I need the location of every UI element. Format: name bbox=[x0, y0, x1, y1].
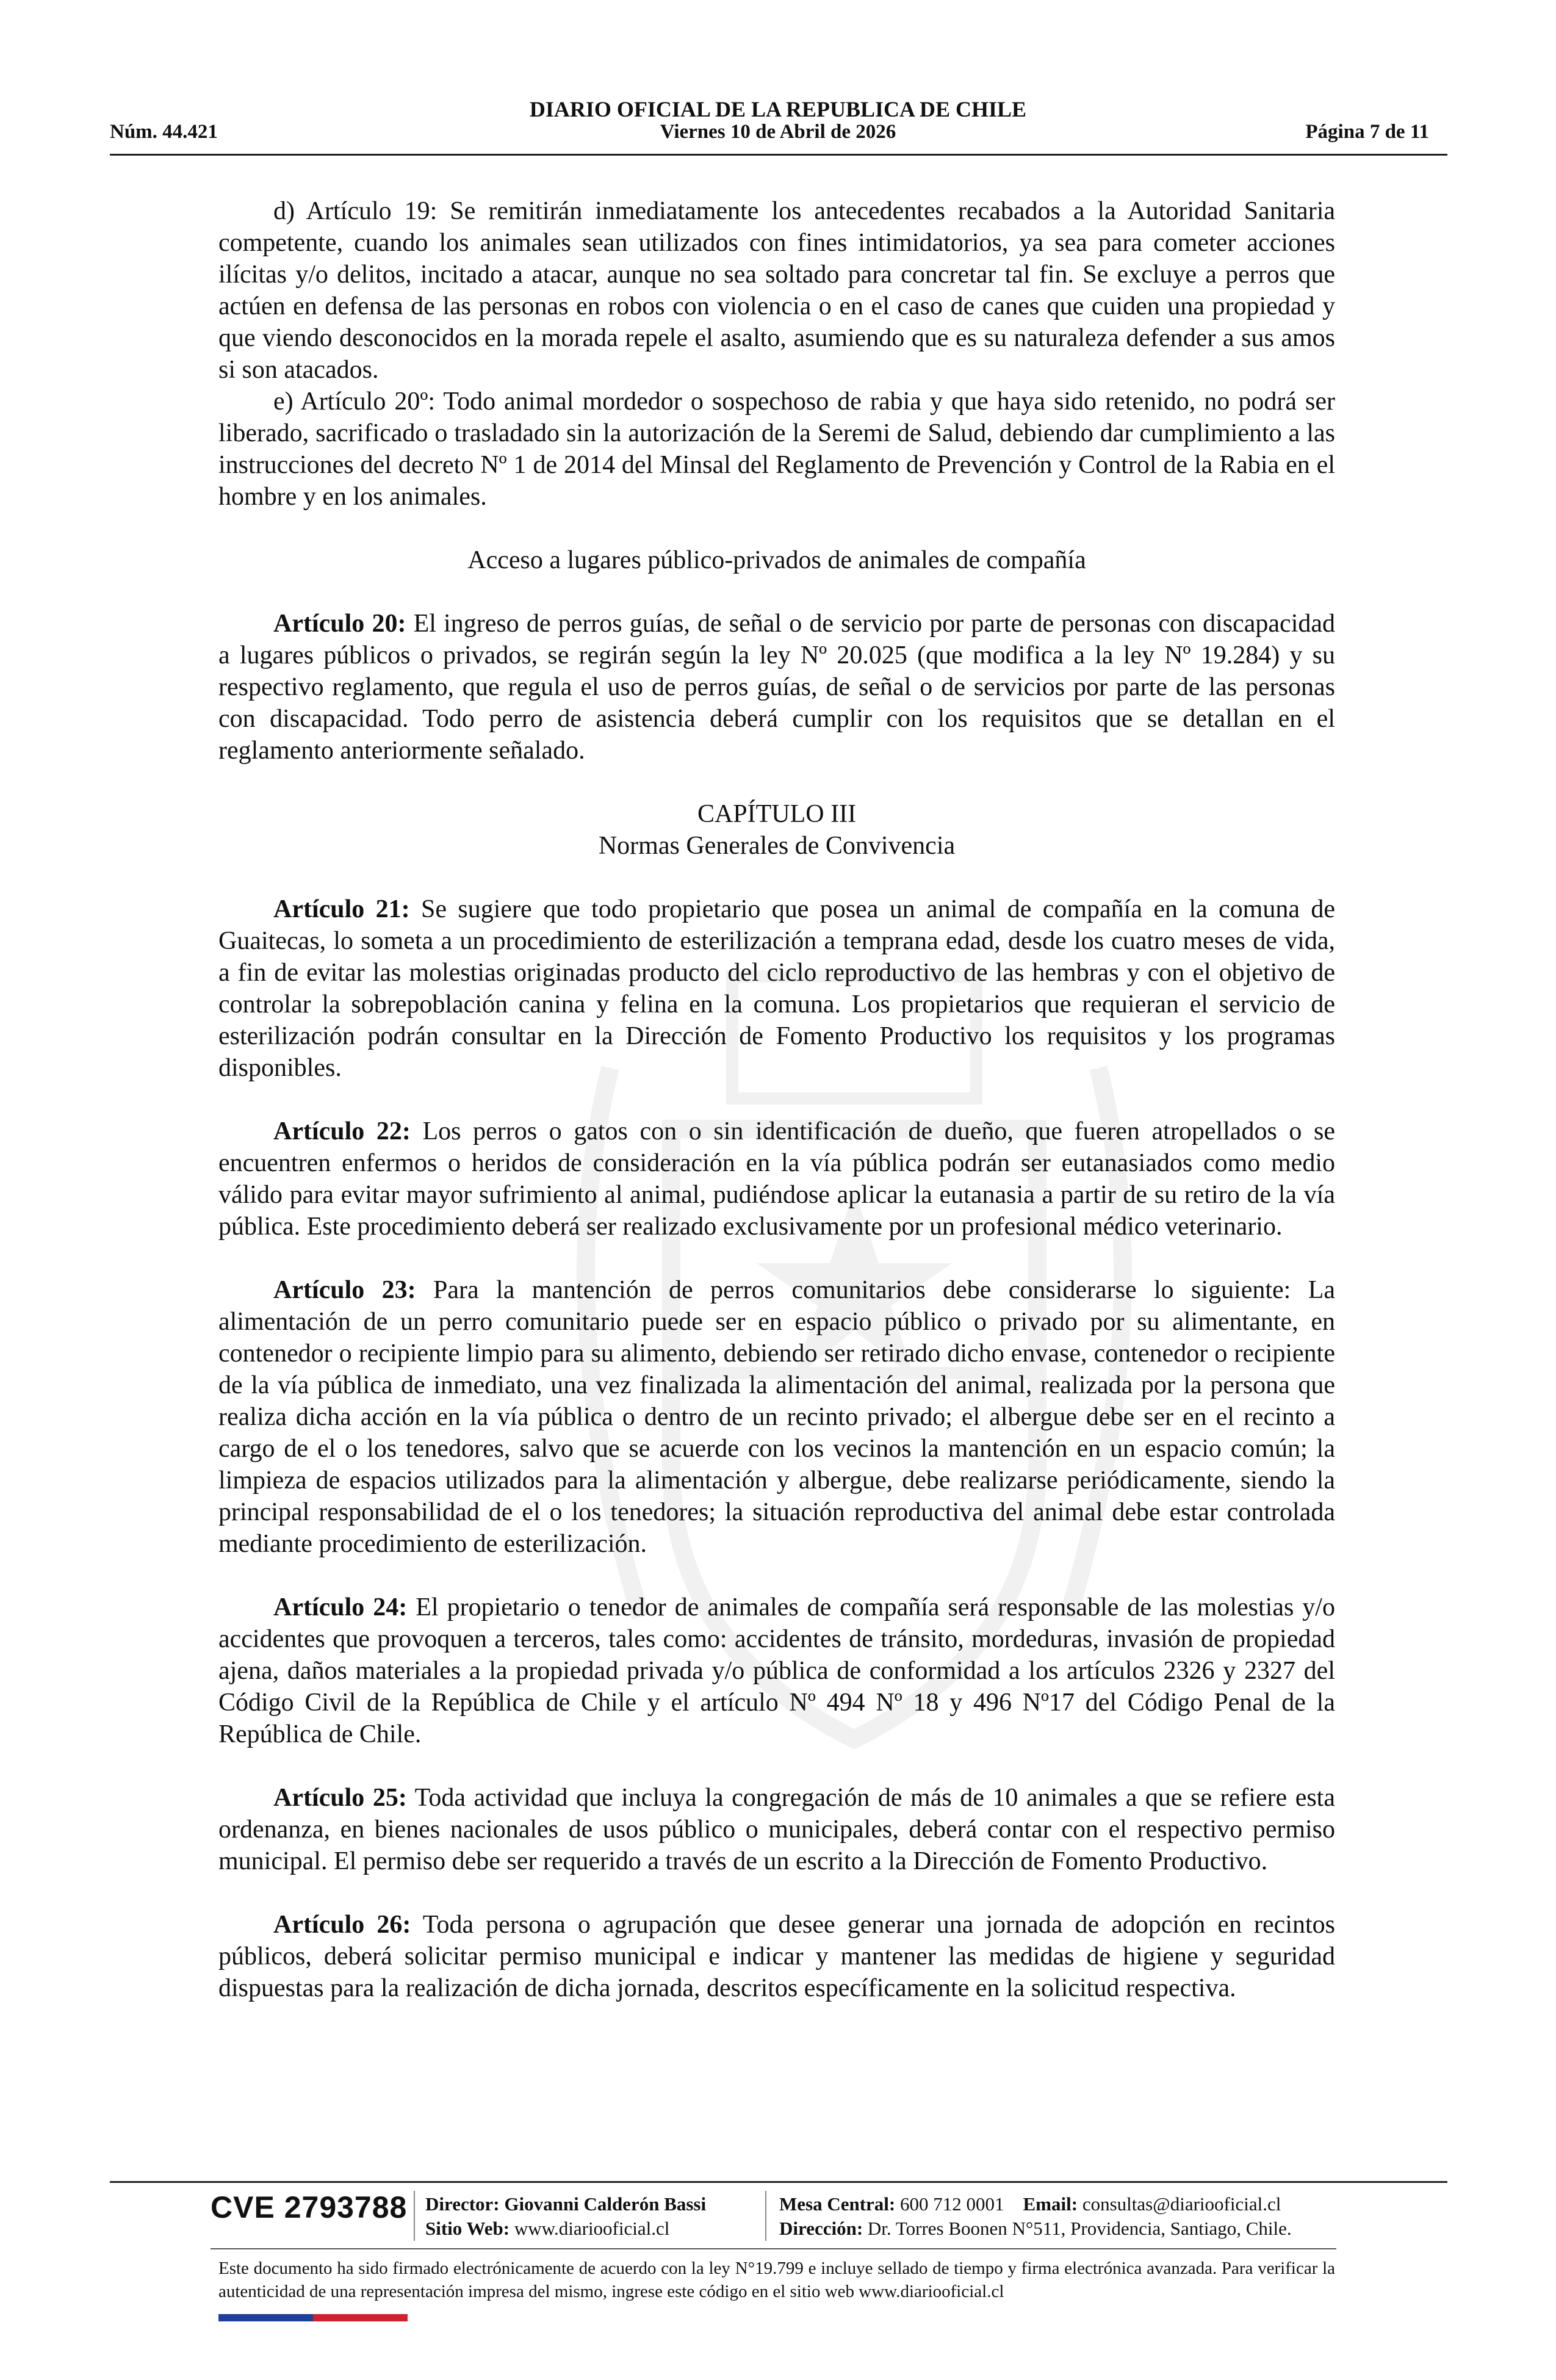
article-23-text: Para la mantención de perros comunitarios debe considerarse lo siguiente: La alimentación de un perro comunitario puede ser en espacio público o privado por su alimentante, en contenedor o recipiente limpio para su alimento, debiendo ser retirado dicho envase, contenedor o recipiente de la vía pública de inmediato, una vez finalizada la alimentación del animal, realizada por la persona que realiza dicha acción en la vía pública o dentro de un recinto privado; el albergue debe ser en el recinto a cargo de el o los tenedores, salvo que se acuerde con los vecinos la mantención en un espacio común; la limpieza de espacios utilizados para la alimentación y albergue, debe realizarse periódicamente, siendo la principal responsabilidad de el o los tenedores; la situación reproductiva del animal debe estar controlada mediante procedimiento de esterilización. bbox=[218, 1276, 1335, 1558]
article-21-text: Se sugiere que todo propietario que posea un animal de compañía en la comuna de Guaitecas, lo someta a un procedimiento de esterilización a temprana edad, desde los cuatro meses de vida, a fin de evitar las molestias originadas producto del ciclo reproductivo de las hembras y con el objetivo de controlar la sobrepoblación canina y felina en la comuna. Los propietarios que requieran el servicio de esterilización podrán consultar en la Dirección de Fomento Productivo los requisitos y los programas disponibles. bbox=[218, 895, 1335, 1082]
chapter-title: Normas Generales de Convivencia bbox=[598, 832, 956, 860]
issue-number: Núm. 44.421 bbox=[110, 121, 218, 143]
address-value: Dr. Torres Boonen N°511, Providencia, Santiago, Chile. bbox=[867, 2218, 1292, 2239]
website-line bbox=[425, 2216, 706, 2241]
document-body bbox=[218, 195, 1335, 2004]
footer-divider bbox=[110, 2181, 1447, 2183]
article-20 bbox=[218, 608, 1335, 766]
paragraph-d: d) Artículo 19: Se remitirán inmediatamente los antecedentes recabados a la Autoridad Sanitaria competente, cuando los animales sean utilizados con fines intimidatorios, ya sea para cometer acciones ilícitas y/o delitos, incitado a atacar, aunque no sea soltado para concretar tal fin. Se excluye a perros que actúen en defensa de las personas en robos con violencia o en el caso de canes que cuiden una propiedad y que viendo desconocidos en la morada repele el asalto, asumiendo que es su naturaleza defender a sus amos si son atacados. bbox=[218, 197, 1335, 384]
footer-contact-block bbox=[779, 2192, 1292, 2241]
website-link[interactable]: www.diariooficial.cl bbox=[514, 2218, 670, 2239]
article-23-label: Artículo 23: bbox=[273, 1276, 416, 1304]
footer-director-block bbox=[425, 2192, 706, 2241]
article-22-label: Artículo 22: bbox=[273, 1117, 411, 1145]
flag-blue-segment bbox=[218, 2314, 313, 2321]
footer-separator bbox=[414, 2191, 415, 2241]
email-label: Email: bbox=[1023, 2193, 1078, 2215]
phone-label: Mesa Central: bbox=[779, 2193, 896, 2215]
chilean-flag-stripe bbox=[218, 2314, 408, 2321]
section-heading-access: Acceso a lugares público-privados de animales de compañía bbox=[467, 546, 1086, 574]
article-25-text: Toda actividad que incluya la congregación de más de 10 animales a que se refiere esta ordenanza, en bienes nacionales de usos público o municipales, deberá contar con el respectivo permiso municipal. El permiso debe ser requerido a través de un escrito a la Dirección de Fomento Productivo. bbox=[218, 1784, 1335, 1875]
article-26 bbox=[218, 1909, 1335, 2004]
article-26-text: Toda persona o agrupación que desee generar una jornada de adopción en recintos públicos, deberá solicitar permiso municipal e indicar y mantener las medidas de higiene y seguridad dispuestas para la realización de dicha jornada, descritos específicamente en la solicitud respectiva. bbox=[218, 1911, 1335, 2002]
article-21 bbox=[218, 893, 1335, 1084]
article-20-label: Artículo 20: bbox=[273, 610, 406, 638]
chapter-heading: CAPÍTULO III bbox=[697, 800, 857, 828]
legal-notice: Este documento ha sido firmado electrónicamente de acuerdo con la ley N°19.799 e incluye sellado de tiempo y firma electrónica avanzada. Para verificar la autenticidad de una representación impresa del mismo, ingrese este código en el sitio web www.diariooficial.cl bbox=[218, 2259, 1335, 2301]
article-22 bbox=[218, 1116, 1335, 1242]
flag-red-segment bbox=[313, 2314, 408, 2321]
article-22-text: Los perros o gatos con o sin identificación de dueño, que fueren atropellados o se encuentren enfermos o heridos de consideración en la vía pública podrán ser eutanasiados como medio válido para evitar mayor sufrimiento al animal, pudiéndose aplicar la eutanasia a partir de su retiro de la vía pública. Este procedimiento deberá ser realizado exclusivamente por un profesional médico veterinario. bbox=[218, 1117, 1335, 1241]
article-26-label: Artículo 26: bbox=[273, 1911, 411, 1939]
address-line bbox=[779, 2216, 1292, 2241]
article-23 bbox=[218, 1274, 1335, 1560]
issue-date: Viernes 10 de Abril de 2026 bbox=[660, 121, 896, 143]
website-label: Sitio Web: bbox=[425, 2218, 510, 2239]
article-21-label: Artículo 21: bbox=[273, 895, 410, 923]
phone-value: 600 712 0001 bbox=[900, 2193, 1004, 2215]
contact-line bbox=[779, 2192, 1292, 2216]
article-24-label: Artículo 24: bbox=[273, 1593, 408, 1621]
page-number: Página 7 de 11 bbox=[1305, 121, 1429, 143]
article-24 bbox=[218, 1592, 1335, 1750]
publication-title: DIARIO OFICIAL DE LA REPUBLICA DE CHILE bbox=[529, 97, 1027, 121]
article-25 bbox=[218, 1782, 1335, 1877]
paragraph-e: e) Artículo 20º: Todo animal mordedor o sospechoso de rabia y que haya sido retenido, no podrá ser liberado, sacrificado o trasladado sin la autorización de la Seremi de Salud, debiendo dar cumplimiento a las instrucciones del decreto Nº 1 de 2014 del Minsal del Reglamento de Prevención y Control de la Rabia en el hombre y en los animales. bbox=[218, 388, 1335, 511]
article-25-label: Artículo 25: bbox=[273, 1784, 407, 1812]
director-label: Director: bbox=[425, 2193, 500, 2215]
address-label: Dirección: bbox=[779, 2218, 863, 2239]
article-24-text: El propietario o tenedor de animales de compañía será responsable de las molestias y/o accidentes que provoquen a terceros, tales como: accidentes de tránsito, mordeduras, invasión de propiedad ajena, daños materiales a la propiedad privada y/o pública de conformidad a los artículos 2326 y 2327 del Código Civil de la República de Chile y el artículo Nº 494 Nº 18 y 496 Nº17 del Código Penal de la República de Chile. bbox=[218, 1593, 1335, 1748]
director-line bbox=[425, 2192, 706, 2216]
footer-separator bbox=[765, 2191, 766, 2241]
cve-code: CVE 2793788 bbox=[211, 2190, 408, 2224]
article-20-text: El ingreso de perros guías, de señal o de servicio por parte de personas con discapacidad a lugares públicos o privados, se regirán según la ley Nº 20.025 (que modifica a la ley Nº 19.284) y su respectivo reglamento, que regula el uso de perros guías, de señal o de servicios por parte de las personas con discapacidad. Todo perro de asistencia deberá cumplir con los requisitos que se detallan en el reglamento anteriormente señalado. bbox=[218, 610, 1335, 765]
director-name: Giovanni Calderón Bassi bbox=[504, 2193, 707, 2215]
footer-inner-divider bbox=[211, 2248, 1336, 2249]
email-link[interactable]: consultas@diariooficial.cl bbox=[1082, 2193, 1281, 2215]
header-divider bbox=[110, 154, 1447, 156]
